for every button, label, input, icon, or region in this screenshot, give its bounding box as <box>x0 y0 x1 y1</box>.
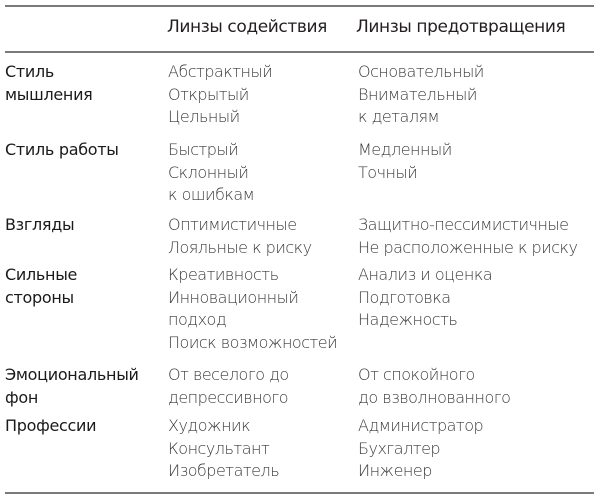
prevention-cell-line: Внимательный <box>358 84 477 104</box>
row-label <box>5 61 93 106</box>
prevention-cell <box>358 61 484 129</box>
promotion-cell-line: Цельный <box>168 107 240 126</box>
prevention-cell <box>358 264 492 332</box>
prevention-cell-line: Точный <box>358 162 418 182</box>
prevention-cell-line: Бухгалтер <box>358 438 441 458</box>
promotion-cell-line: Художник <box>168 416 251 435</box>
header-rule <box>5 51 594 53</box>
promotion-cell <box>168 264 337 354</box>
promotion-cell-line: Поиск возможностей <box>168 332 338 352</box>
promotion-cell <box>168 364 289 409</box>
row-label-line: Сильные <box>5 265 78 284</box>
prevention-cell-line: Подготовка <box>358 287 451 307</box>
promotion-cell-line: Изобретатель <box>168 461 280 480</box>
row-label <box>5 139 119 162</box>
promotion-cell <box>168 214 312 259</box>
prevention-cell <box>358 139 452 184</box>
prevention-cell <box>358 214 578 259</box>
promotion-cell-line: депрессивного <box>168 387 289 407</box>
promotion-cell-line: Быстрый <box>168 140 239 159</box>
row-label-line: Стиль работы <box>5 140 119 159</box>
row-label <box>5 214 74 237</box>
header-promotion-lens: Линзы содействия <box>167 17 327 37</box>
prevention-cell-line: Администратор <box>358 416 484 435</box>
prevention-cell <box>358 415 483 483</box>
promotion-cell-line: Абстрактный <box>168 62 273 81</box>
promotion-cell-line: подход <box>168 310 227 329</box>
prevention-cell-line: Анализ и оценка <box>358 265 493 284</box>
promotion-cell-line: Склонный <box>168 162 249 182</box>
prevention-cell-line: От спокойного <box>358 365 475 384</box>
promotion-cell-line: к ошибкам <box>168 185 255 204</box>
prevention-cell-line: Медленный <box>358 140 452 159</box>
header-prevention-lens: Линзы предотвращения <box>356 17 566 37</box>
top-rule <box>5 5 594 7</box>
row-label-line: стороны <box>5 287 74 307</box>
row-label-line: мышления <box>5 84 93 104</box>
row-label-line: фон <box>5 387 39 407</box>
row-label-line: Стиль <box>5 62 55 81</box>
promotion-cell-line: Оптимистичные <box>168 215 297 234</box>
promotion-cell <box>168 415 279 483</box>
promotion-cell-line: Креативность <box>168 265 279 284</box>
promotion-cell-line: От веселого до <box>168 365 289 384</box>
promotion-cell-line: Лояльные к риску <box>168 237 312 257</box>
prevention-cell-line: Не расположенные к риску <box>358 237 578 257</box>
promotion-cell-line: Консультант <box>168 438 270 458</box>
prevention-cell-line: Инженер <box>358 461 432 480</box>
row-label <box>5 364 139 409</box>
row-label <box>5 415 96 438</box>
prevention-cell-line: к деталям <box>358 107 440 126</box>
prevention-cell <box>358 364 510 409</box>
promotion-cell-line: Открытый <box>168 84 249 104</box>
row-label-line: Эмоциональный <box>5 365 139 384</box>
prevention-cell-line: Защитно-пессимистичные <box>358 215 569 234</box>
prevention-cell-line: Надежность <box>358 310 458 329</box>
bottom-rule <box>5 492 594 494</box>
promotion-cell-line: Инновационный <box>168 287 299 307</box>
prevention-cell-line: Основательный <box>358 62 484 81</box>
row-label-line: Профессии <box>5 416 97 435</box>
promotion-cell <box>168 139 254 207</box>
row-label-line: Взгляды <box>5 215 75 234</box>
promotion-cell <box>168 61 272 129</box>
prevention-cell-line: до взволнованного <box>358 387 511 407</box>
row-label <box>5 264 77 309</box>
